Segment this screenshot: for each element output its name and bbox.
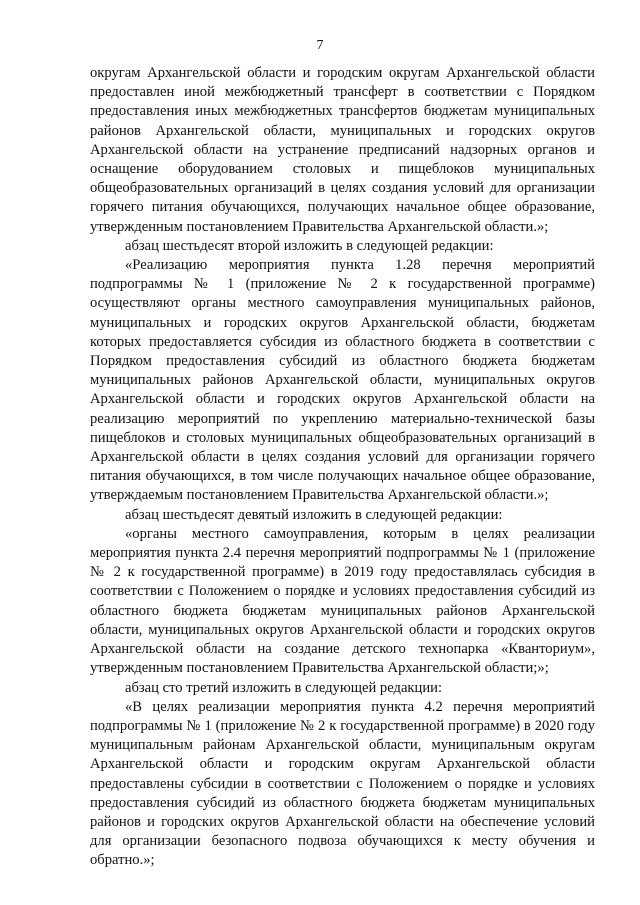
paragraph-amendment-instruction: абзац шестьдесят второй изложить в следующей редакции:: [125, 237, 494, 254]
paragraph-continuation: округам Архангельской области и городским округам Архангельской области предоставлен иной межбюджетный трансферт в соответствии с Порядком предоставления иных межбюджетных трансфертов бюджетам муниципальных районов Архангельской области, муниципальных и городских округов Архангельской области на устранение предписаний надзорных органов и оснащение оборудованием столовых и пищеблоков муниципальных общеобразовательных организаций в целях создания условий для организации горячего питания обучающихся, получающих начальное общее образование, утвержденным постановлением Правительства Архангельской области.»;: [90, 65, 595, 235]
paragraph-quoted-text: «органы местного самоуправления, которым в целях реализации мероприятия пункта 2.4 перечня мероприятий подпрограммы № 1 (приложение № 2 к государственной программе) в 2019 году предоставлялась субсидия в соответствии с Положением о порядке и условиях предоставления субсидий из областного бюджета бюджетам муниципальных районов Архангельской области, муниципальных округов Архангельской области и городских округов Архангельской области на создание детского технопарка «Кванториум», утвержденным постановлением Правительства Архангельской области;»;: [90, 525, 595, 677]
paragraph-amendment-instruction: абзац сто третий изложить в следующей редакции:: [125, 679, 442, 696]
paragraph-amendment-instruction: абзац шестьдесят девятый изложить в следующей редакции:: [125, 506, 503, 523]
paragraph-quoted-text: «В целях реализации мероприятия пункта 4.2 перечня мероприятий подпрограммы № 1 (приложение № 2 к государственной программе) в 2020 году муниципальным районам Архангельской области, муниципальным округам Архангельской области и городским округам Архангельской области предоставлены субсидии в соответствии с Положением о порядке и условиях предоставления субсидий из областного бюджета бюджетам муниципальных районов и городских округов Архангельской области на обеспечение условий для организации безопасного подвоза обучающихся к месту обучения и обратно.»;: [90, 698, 595, 869]
document-body: [90, 64, 595, 871]
paragraph-quoted-text: «Реализацию мероприятия пункта 1.28 перечня мероприятий подпрограммы № 1 (приложение № 2 к государственной программе) осуществляют органы местного самоуправления муниципальных районов, муниципальных и городских округов Архангельской области, бюджетам которых предоставляется субсидия из областного бюджета в соответствии с Порядком предоставления субсидий из областного бюджета бюджетам муниципальных районов Архангельской области, муниципальных округов Архангельской области и городских округов Архангельской области на реализацию мероприятий по укреплению материально-технической базы пищеблоков и столовых муниципальных общеобразовательных организаций в Архангельской области в целях создания условий для организации горячего питания обучающихся, в том числе получающих начальное общее образование, утверждаемым постановлением Правительства Архангельской области.»;: [90, 257, 595, 504]
page-number: 7: [316, 38, 324, 53]
